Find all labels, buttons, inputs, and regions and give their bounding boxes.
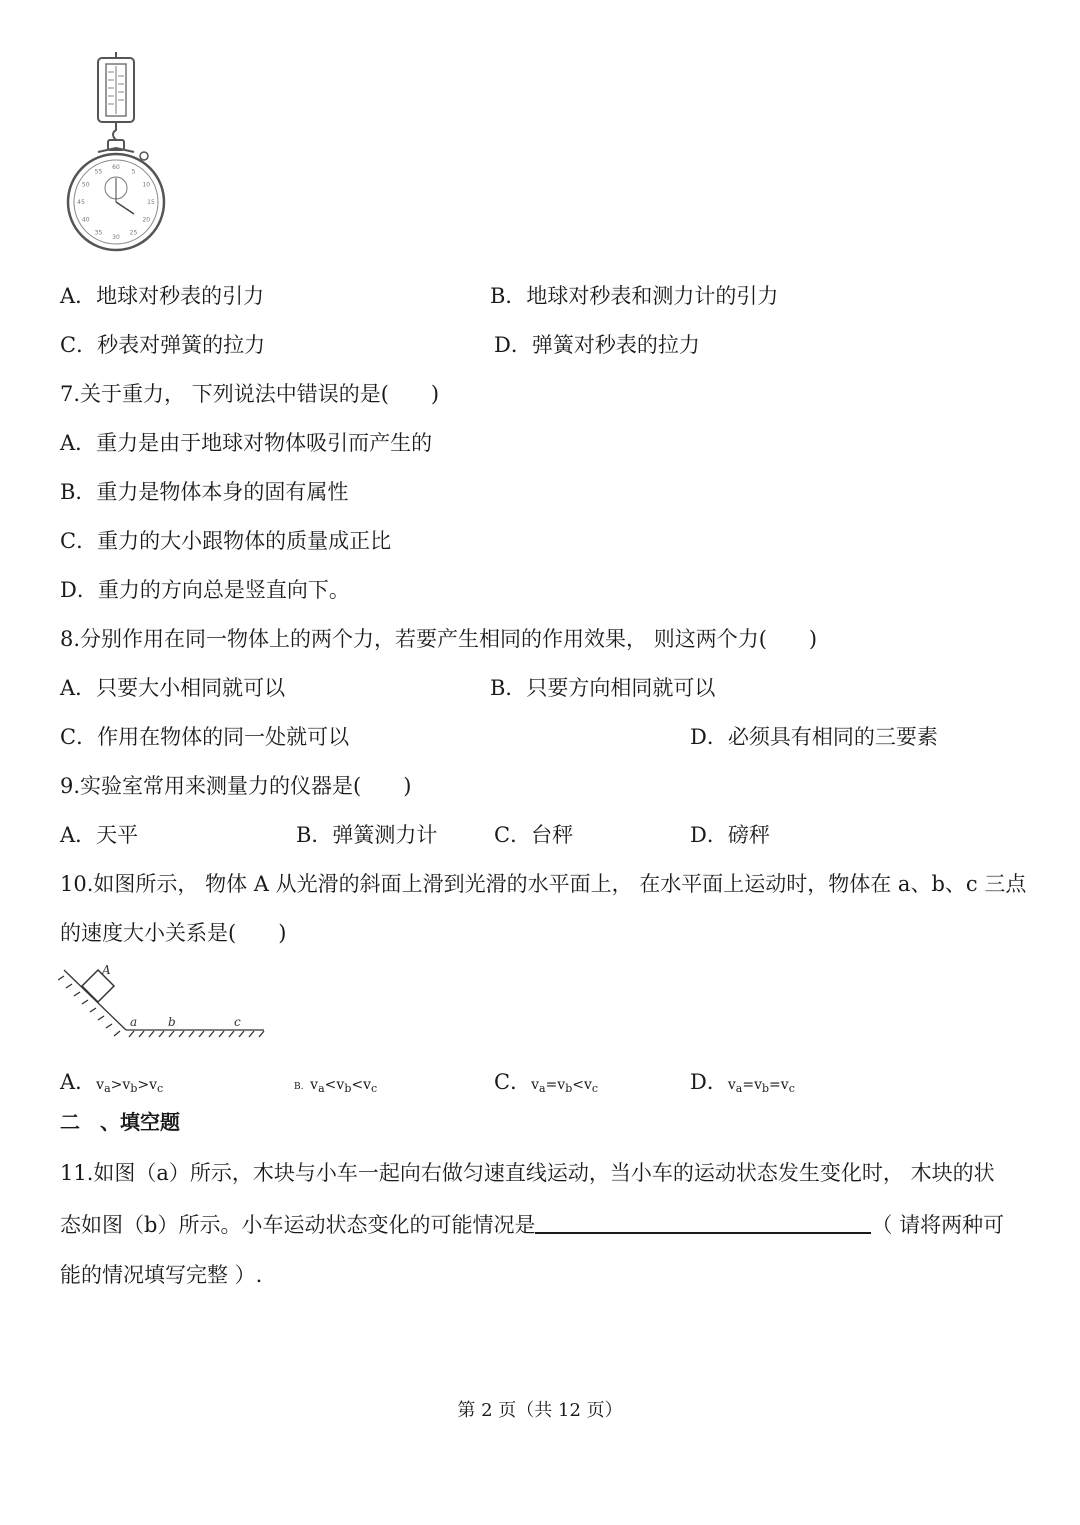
q10-option-c: C．$v_a=v_b<v_c$	[494, 1070, 599, 1095]
q6-option-a: A．地球对秒表的引力	[60, 284, 265, 308]
q10-option-a: A．$v_a>v_b>v_c$	[60, 1070, 164, 1095]
q6-option-d: D．弹簧对秒表的拉力	[494, 333, 700, 357]
stopwatch-dial-number: 50	[81, 181, 90, 189]
incline-plane-figure	[58, 964, 270, 1042]
q10-option-b: B. $v_a<v_b<v_c$	[294, 1077, 378, 1095]
stopwatch-dial-number: 20	[142, 216, 151, 224]
stopwatch-dial-number: 45	[77, 199, 85, 206]
stopwatch-dial-number: 40	[81, 216, 90, 224]
figure-label-a-block: A	[102, 964, 111, 977]
q9-option-b: B．弹簧测力计	[296, 823, 438, 847]
section-heading-fill-in: 二 、填空题	[60, 1110, 180, 1134]
stopwatch-dial-number: 35	[94, 229, 103, 237]
q8-option-c: C．作用在物体的同一处就可以	[60, 725, 350, 749]
page-footer: 第 2 页（共 12 页）	[457, 1400, 623, 1421]
figure-label-point-b: b	[168, 1015, 176, 1029]
q9-option-c: C．台秤	[494, 823, 574, 847]
stopwatch-dial-number: 15	[147, 199, 155, 206]
stopwatch-spring-scale-figure	[60, 52, 170, 262]
stopwatch-dial-number: 60	[112, 164, 120, 171]
q9-option-d: D．磅秤	[690, 823, 770, 847]
q7-option-d: D．重力的方向总是竖直向下。	[60, 578, 350, 602]
q7-stem: 7.关于重力， 下列说法中错误的是( )	[60, 382, 440, 406]
q11-line3: 能的情况填写完整 ）.	[60, 1263, 263, 1287]
q6-option-b: B．地球对秒表和测力计的引力	[490, 284, 779, 308]
q10-stem-line2: 的速度大小关系是( )	[60, 921, 287, 945]
figure-label-point-a: a	[130, 1015, 138, 1029]
q7-option-a: A．重力是由于地球对物体吸引而产生的	[60, 431, 433, 455]
stopwatch-dial-number: 25	[129, 229, 138, 237]
q11-answer-blank[interactable]	[535, 1210, 871, 1234]
q6-option-c: C．秒表对弹簧的拉力	[60, 333, 266, 357]
q8-option-b: B．只要方向相同就可以	[490, 676, 716, 700]
q11-line1: 11.如图（a）所示，木块与小车一起向右做匀速直线运动，当小车的运动状态发生变化时， 木块的状	[60, 1161, 995, 1185]
q10-stem-line1: 10.如图所示， 物体 A 从光滑的斜面上滑到光滑的水平面上， 在水平面上运动时，物体在 a、b、c 三点	[60, 872, 1027, 896]
stopwatch-dial-number: 30	[112, 234, 120, 241]
q7-option-b: B．重力是物体本身的固有属性	[60, 480, 349, 504]
q10-option-d: D．$v_a=v_b=v_c$	[690, 1070, 795, 1095]
q8-option-d: D．必须具有相同的三要素	[690, 725, 938, 749]
stopwatch-dial-number: 5	[131, 168, 136, 176]
q9-stem: 9.实验室常用来测量力的仪器是( )	[60, 774, 412, 798]
stopwatch-dial-number: 10	[142, 181, 151, 189]
figure-label-point-c: c	[234, 1015, 241, 1029]
q8-stem: 8.分别作用在同一物体上的两个力，若要产生相同的作用效果， 则这两个力( )	[60, 627, 818, 651]
q7-option-c: C．重力的大小跟物体的质量成正比	[60, 529, 392, 553]
stopwatch-dial-number: 55	[94, 168, 103, 176]
q9-option-a: A．天平	[60, 823, 139, 847]
q11-line2: 态如图（b）所示。小车运动状态变化的可能情况是 （ 请将两种可	[60, 1210, 1004, 1239]
q8-option-a: A．只要大小相同就可以	[60, 676, 286, 700]
